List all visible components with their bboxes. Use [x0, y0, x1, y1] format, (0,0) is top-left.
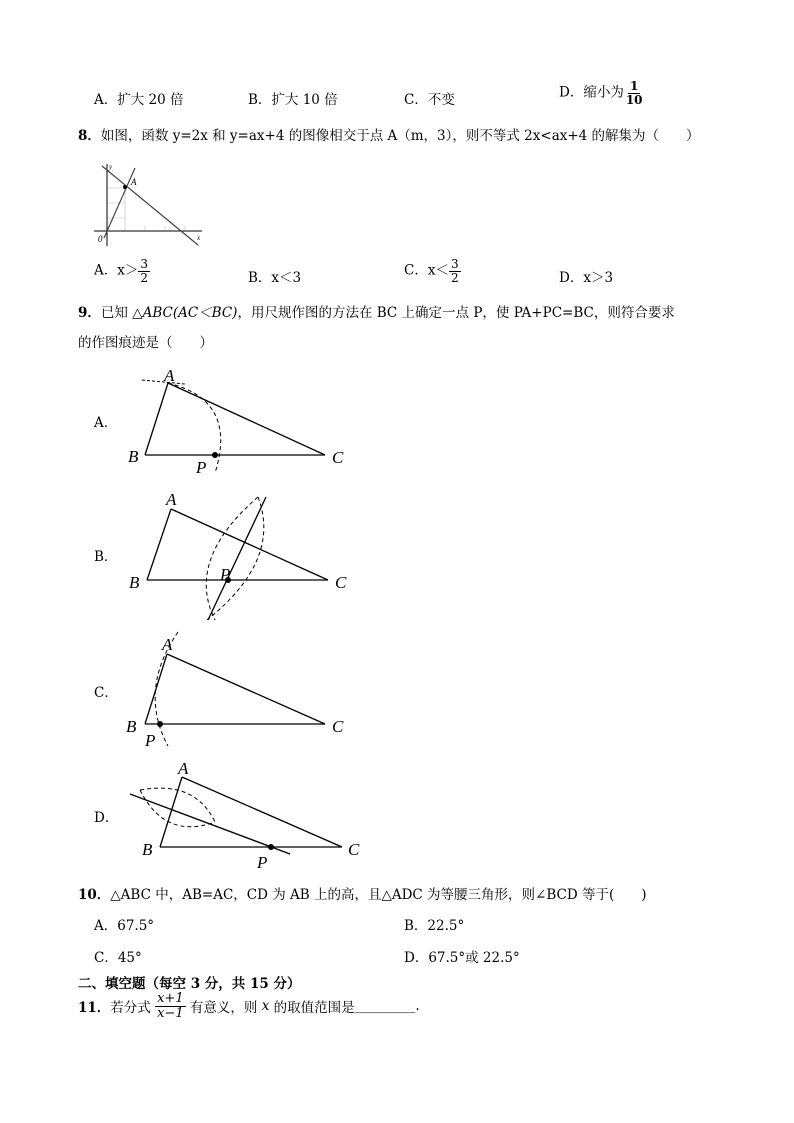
svg-text:A: A [178, 759, 189, 778]
q8-stem: 8．如图，函数 y=2x 和 y=ax+4 的图像相交于点 A（m，3），则不等式 2x<ax+4 的解集为（ ） [78, 128, 700, 144]
svg-text:C: C [332, 717, 344, 736]
q8-label-a: A [131, 177, 137, 187]
q9-stem-line1: 9．已知 △ABC(AC＜BC)，用尺规作图的方法在 BC 上确定一点 P，使 PA+PC=BC，则符合要求 [78, 305, 675, 321]
q8-option-c: C．x＜ $\frac{3}{2}$ [404, 257, 459, 285]
svg-text:C: C [348, 840, 360, 859]
svg-text:B: B [129, 573, 140, 592]
q7-option-a: A．扩大 20 倍 [94, 92, 184, 108]
svg-text:P: P [220, 565, 231, 584]
q8-option-a: A．x＞ $\frac{3}{2}$ [94, 257, 149, 285]
q9-figure-a [128, 366, 344, 477]
q8-label-x: x [197, 234, 201, 242]
svg-text:B: B [128, 447, 139, 466]
q10-option-b: B．22.5° [404, 918, 465, 934]
svg-text:A: A [162, 635, 173, 654]
q9-stem-line2: 的作图痕迹是（ ） [78, 335, 213, 351]
q8-option-b: B．x＜3 [248, 270, 302, 286]
q9-figure-c [126, 632, 344, 750]
q8-label-y: y [109, 163, 113, 171]
q10-option-c: C．45° [94, 950, 142, 966]
svg-text:P: P [257, 853, 268, 872]
q10-stem: 10．△ABC 中，AB=AC，CD 为 AB 上的高，且△ADC 为等腰三角形，则∠BCD 等于( ) [78, 887, 647, 903]
svg-text:B: B [142, 840, 153, 859]
svg-text:P: P [145, 731, 156, 750]
svg-text:P: P [196, 458, 207, 477]
q11-answer-blank: _________ [354, 998, 416, 1015]
q11-stem: 11．若分式 $\frac{x+1}{x-1}$ 有意义，则 x 的取值范围是_________. [78, 991, 420, 1021]
q8-label-origin: 0 [98, 234, 103, 244]
svg-text:A: A [164, 366, 175, 385]
svg-text:B: B [126, 717, 137, 736]
q9-option-c-letter: C． [94, 685, 118, 701]
section-2-title: 二、填空题（每空 3 分，共 15 分） [78, 976, 301, 992]
q7-option-c: C．不变 [404, 92, 455, 108]
q9-option-b-letter: B． [94, 549, 118, 565]
q9-option-a-letter: A． [94, 415, 118, 431]
q7-option-d: D．缩小为 $\frac{1}{10}$ [559, 79, 643, 107]
svg-text:A: A [166, 490, 177, 509]
q8-option-d: D．x＞3 [559, 270, 614, 286]
svg-text:C: C [335, 573, 347, 592]
q9-figure-b [129, 490, 347, 620]
svg-text:C: C [332, 448, 344, 467]
q9-option-d-letter: D． [94, 810, 119, 826]
q10-option-a: A．67.5° [94, 918, 155, 934]
q7-option-b: B．扩大 10 倍 [248, 92, 338, 108]
q10-option-d: D．67.5°或 22.5° [404, 950, 520, 966]
q9-figure-d [130, 759, 360, 872]
